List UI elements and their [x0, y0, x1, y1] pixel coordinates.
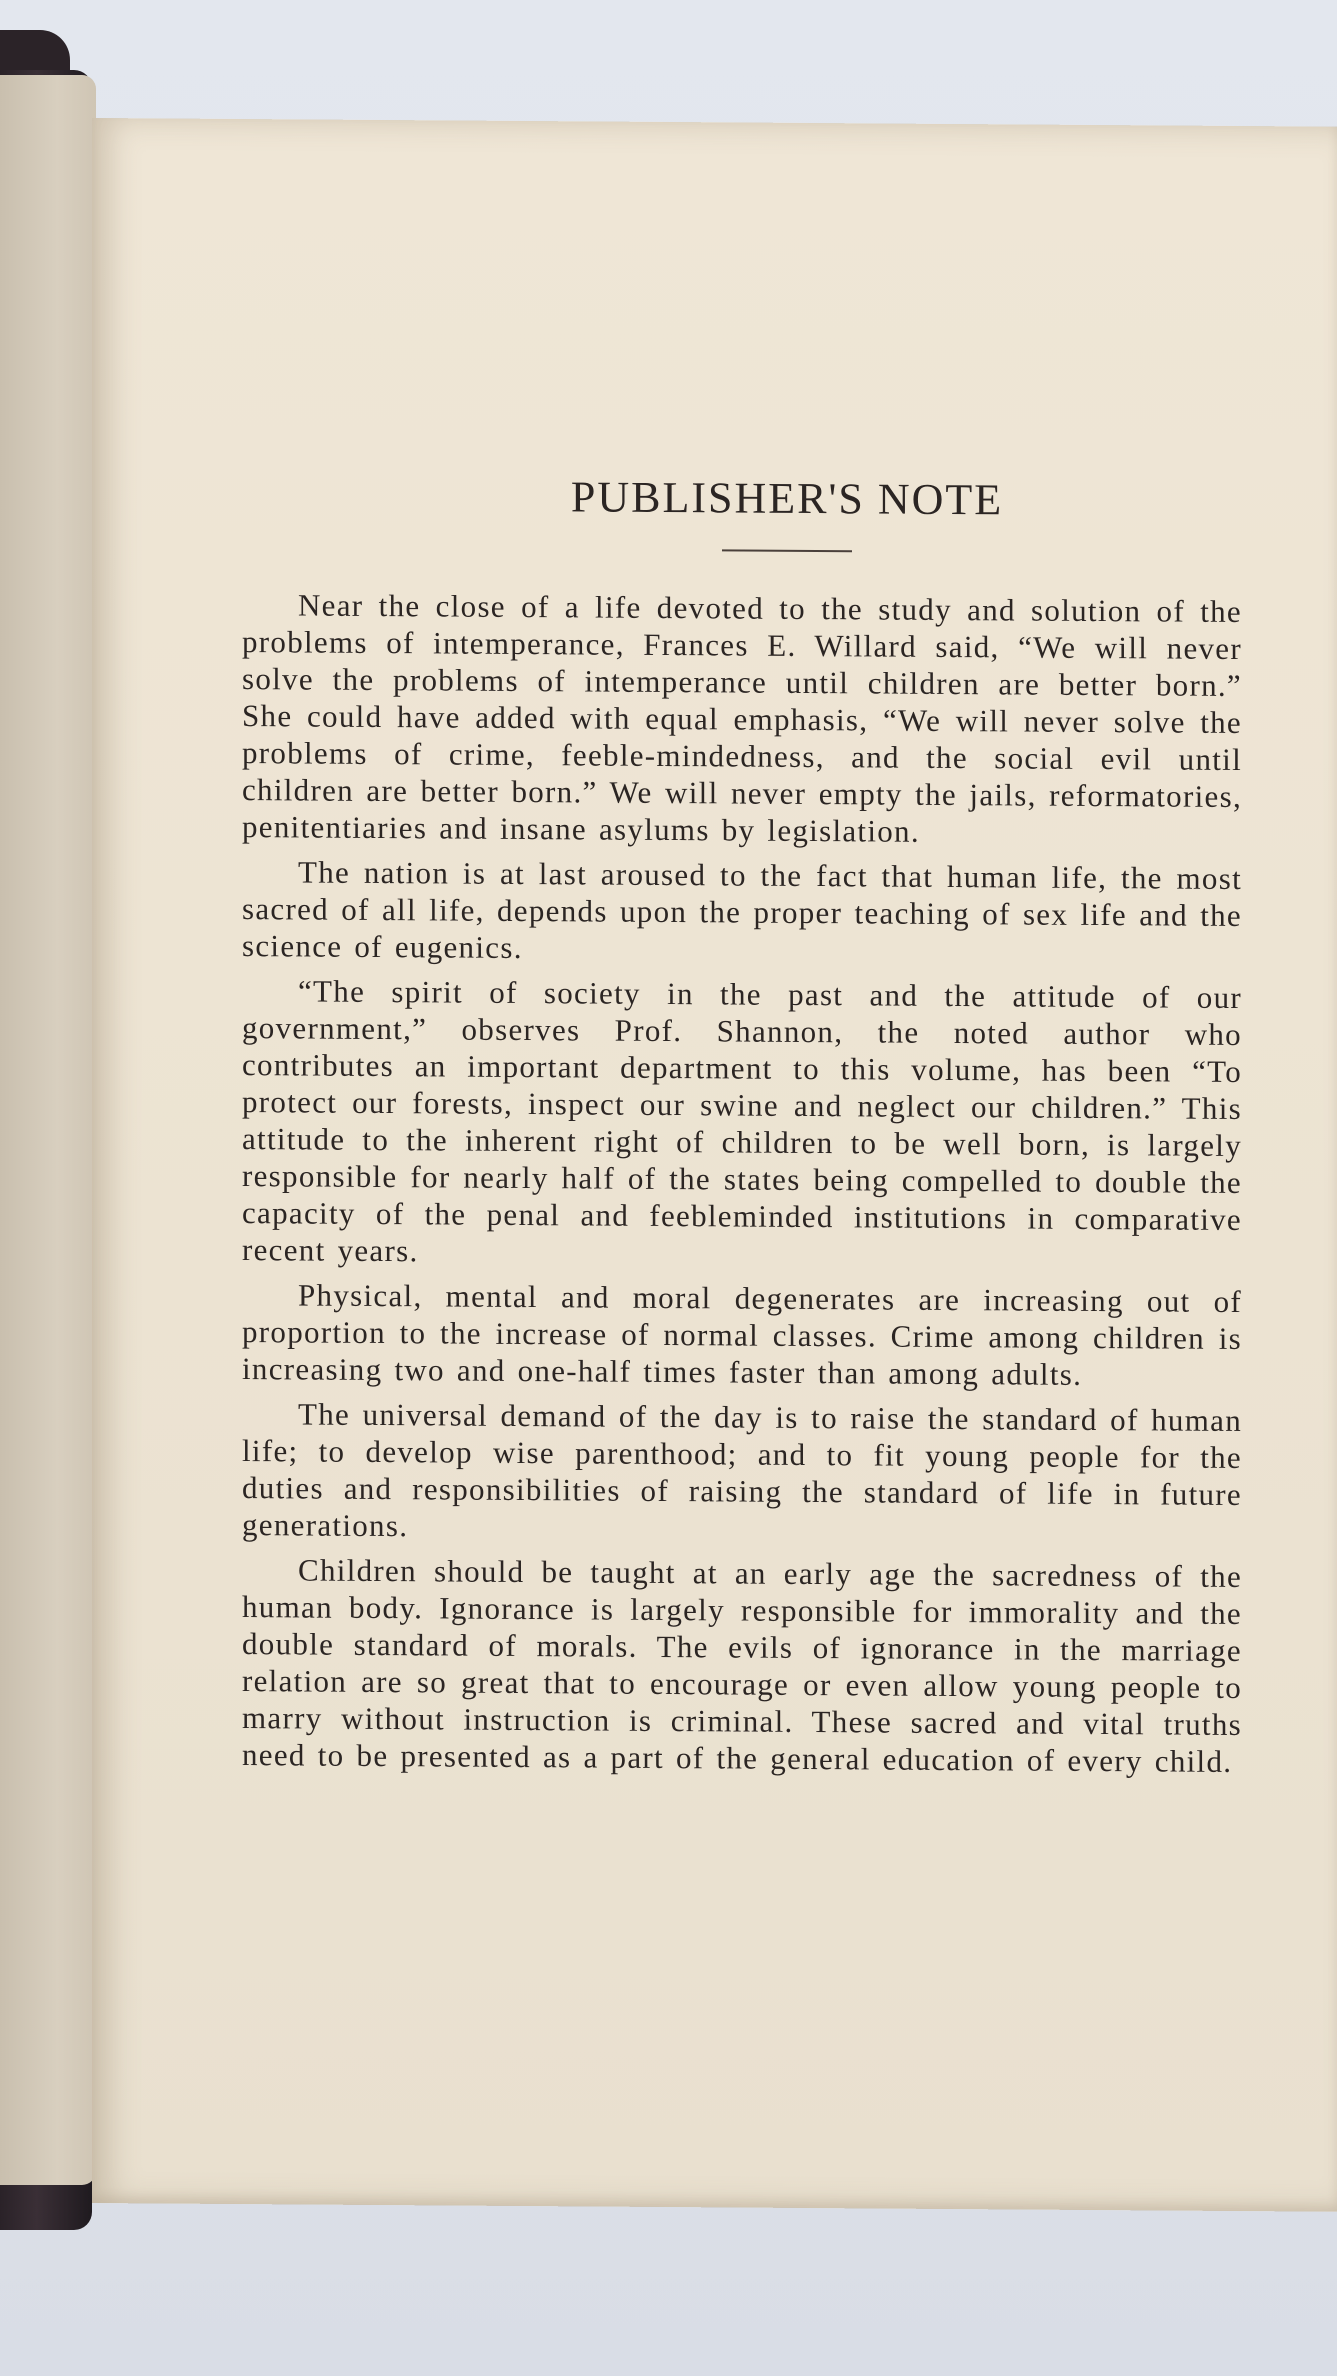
book-page	[92, 118, 1337, 2212]
paragraph-1: Near the close of a life devoted to the study and solution of the problems of intemperance, Frances E. Willard said, “We will never solve the problems of intemperance until children are better born.” She could have added with equal emphasis, “We will never solve the problems of crime, feeble-mindedness, and the social evil until children are better born.” We will never empty the jails, reformatories, penitentiaries and insane asylums by legislation.	[242, 587, 1242, 849]
paragraph-5: The universal demand of the day is to raise the standard of human life; to develop wise parenthood; and to fit young people for the duties and responsibilities of raising the standard of life in future generations.	[242, 1396, 1242, 1544]
paragraph-3: “The spirit of society in the past and the attitude of our government,” observes Prof. Shannon, the noted author who contributes an important department to this volume, has been “To protect our forests, inspect our swine and neglect our children.” This attitude to the inherent right of children to be well born, is largely responsible for nearly half of the states being compelled to double the capacity of the penal and feebleminded institutions in comparative recent years.	[242, 973, 1242, 1269]
paragraph-6: Children should be taught at an early age the sacredness of the human body. Ignorance is largely responsible for immorality and the double standard of morals. The evils of ignorance in the marriage relation are so great that to encourage or even allow young people to marry without instruction is criminal. These sacred and vital truths need to be presented as a part of the general education of every child.	[242, 1552, 1242, 1779]
book-cover-edge	[0, 75, 96, 2185]
paragraph-4: Physical, mental and moral degenerates are increasing out of proportion to the increase of normal classes. Crime among children is increasing two and one-half times faster than among adults.	[242, 1277, 1242, 1392]
page-title: PUBLISHER'S NOTE	[570, 472, 1004, 525]
page-content	[242, 469, 1292, 1788]
title-divider	[722, 549, 852, 552]
paragraph-2: The nation is at last aroused to the fact that human life, the most sacred of all life, depends upon the proper teaching of sex life and the science of eugenics.	[242, 854, 1242, 966]
